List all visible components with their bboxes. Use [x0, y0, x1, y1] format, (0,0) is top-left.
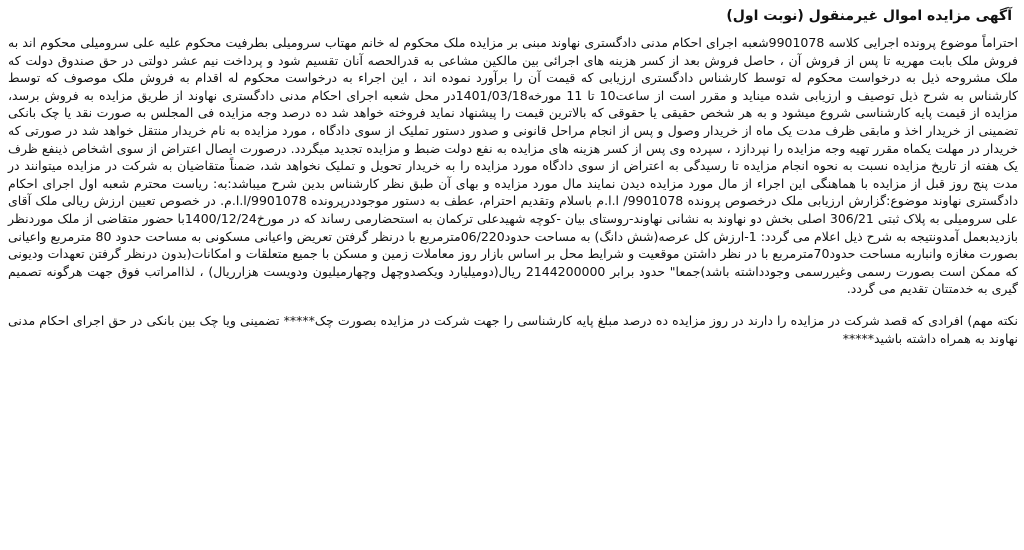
notice-important-note: نکته مهم) افرادی که قصد شرکت در مزایده را دارند در روز مزایده ده درصد مبلغ پایه کارشناسی را جهت شرکت در مزایده بصورت چک***** تضمینی ویا چک بین بانکی در حق اجرای احکام مدنی نهاوند به همراه داشته باشید*****	[8, 312, 1018, 346]
notice-body: احتراماً موضوع پرونده اجرایی کلاسه 9901078شعبه اجرای احکام مدنی دادگستری نهاوند مبنی بر مزایده ملک محکوم له خانم مهتاب سرومیلی بطرفیت محکوم علیه علی سرومیلی محکوم اند به فروش ملک بابت مهریه تا پس از فروش آن ، حاصل فروش بعد از کسر هزینه های اجرائی بین مالکین مشاعی به قدرالحصه آنان تقسیم شود و پرداخت نیم عشر دولتی در حق صندوق دولت که ملک مشروحه ذیل به درخواست محکوم له توسط کارشناس دادگستری ارزیابی که قیمت آن را برآورد نموده اند ، این اجراء به درخواست محکوم له اقدام به فروش ملک موصوف که توسط کارشناس به شرح ذیل توصیف و ارزیابی شده میناید و مقرر است از ساعت10 تا 11 مورخه1401/03/18در محل شعبه اجرای احکام مدنی دادگستری نهاوند از طریق مزایده به فروش برسد، مزایده از قیمت پایه کارشناسی شروع میشود و به هر شخص حقیقی یا حقوقی که بالاترین قیمت را پیشنهاد نماید فروخته خواهد شد ده درصد وجه مزایده فی المجلس به صورت نقد یا چک بانکی تضمینی از خریدار اخذ و مابقی ظرف مدت یک ماه از خریدار وصول و پس از انجام مراحل قانونی و صدور دستور تملیک از سوی دادگاه ، مورد مزایده به نام خریدار منتقل خواهد شد در صورتی که خریدار در مهلت یکماه مقرر تهیه وجه مزایده را نپردازد ، سپرده وی پس از کسر هزینه های مزایده به نفع دولت ضبط و مزایده تجدید میگردد. درصورت ایصال اعتراض از سوی اشخاص ذینفع ظرف یک هفته از تاریخ مزایده نسبت به نحوه انجام مزایده تا رسیدگی به اعتراض از سوی دادگاه مورد مزایده را به خریدار تحویل و تملیک نخواهد شد، ضمناً متقاضیان به شرکت در مزایده میتوانند در مدت پنج روز قبل از مزایده با هماهنگی این اجراء از مال مورد مزایده دیدن نمایند مال مورد مزایده و بهای آن طبق نظر کارشناس بدین شرح میباشد:به: ریاست محترم شعبه اول اجرای احکام دادگستری نهاوند موضوع:گزارش ارزیابی ملک درخصوص پرونده 9901078/ ا.ا.م باسلام وتقدیم احترام، عطف به دستور موجوددرپرونده 9901078/ا.ا.م. در خصوص تعیین ارزش ریالی ملک آقای علی سرومیلی به پلاک ثبتی 306/21 اصلی بخش دو نهاوند به نشانی نهاوند-روستای بیان -کوچه شهیدعلی ترکمان به استحضارمی رساند که در مورخ1400/12/24با حضور متقاضی از ملک موردنظر بازدیدبعمل آمدونتیجه به شرح ذیل اعلام می گردد: 1-ارزش کل عرصه(شش دانگ) به مساحت حدود06/220مترمربع با درنظر گرفتن تعریض واعیانی مسکونی به مساحت حدود 80 مترمربع واعیانی بصورت مغازه وانباربه مساحت حدود70مترمربع با در نظر داشتن موقعیت و شرایط محل بر اساس بازار روز معاملات زمین و مسکن با جمیع متعلقات و امکانات(بدون درنظر گرفتن تعهدات ودیونی که ممکن است بصورت رسمی وغیررسمی وجودداشته باشد)جمعا" حدود برابر 2144200000 ریال(دومیلیارد ویکصدوچهل وچهارمیلیون ودویست هزارریال) ، لذاامراتب فوق جهت هرگونه تصمیم گیری به خدمتتان تقدیم می گردد.	[8, 35, 1019, 297]
auction-notice	[8, 4, 1018, 347]
notice-title: آگهی مزایده اموال غیرمنقول (نوبت اول)	[726, 8, 1012, 24]
